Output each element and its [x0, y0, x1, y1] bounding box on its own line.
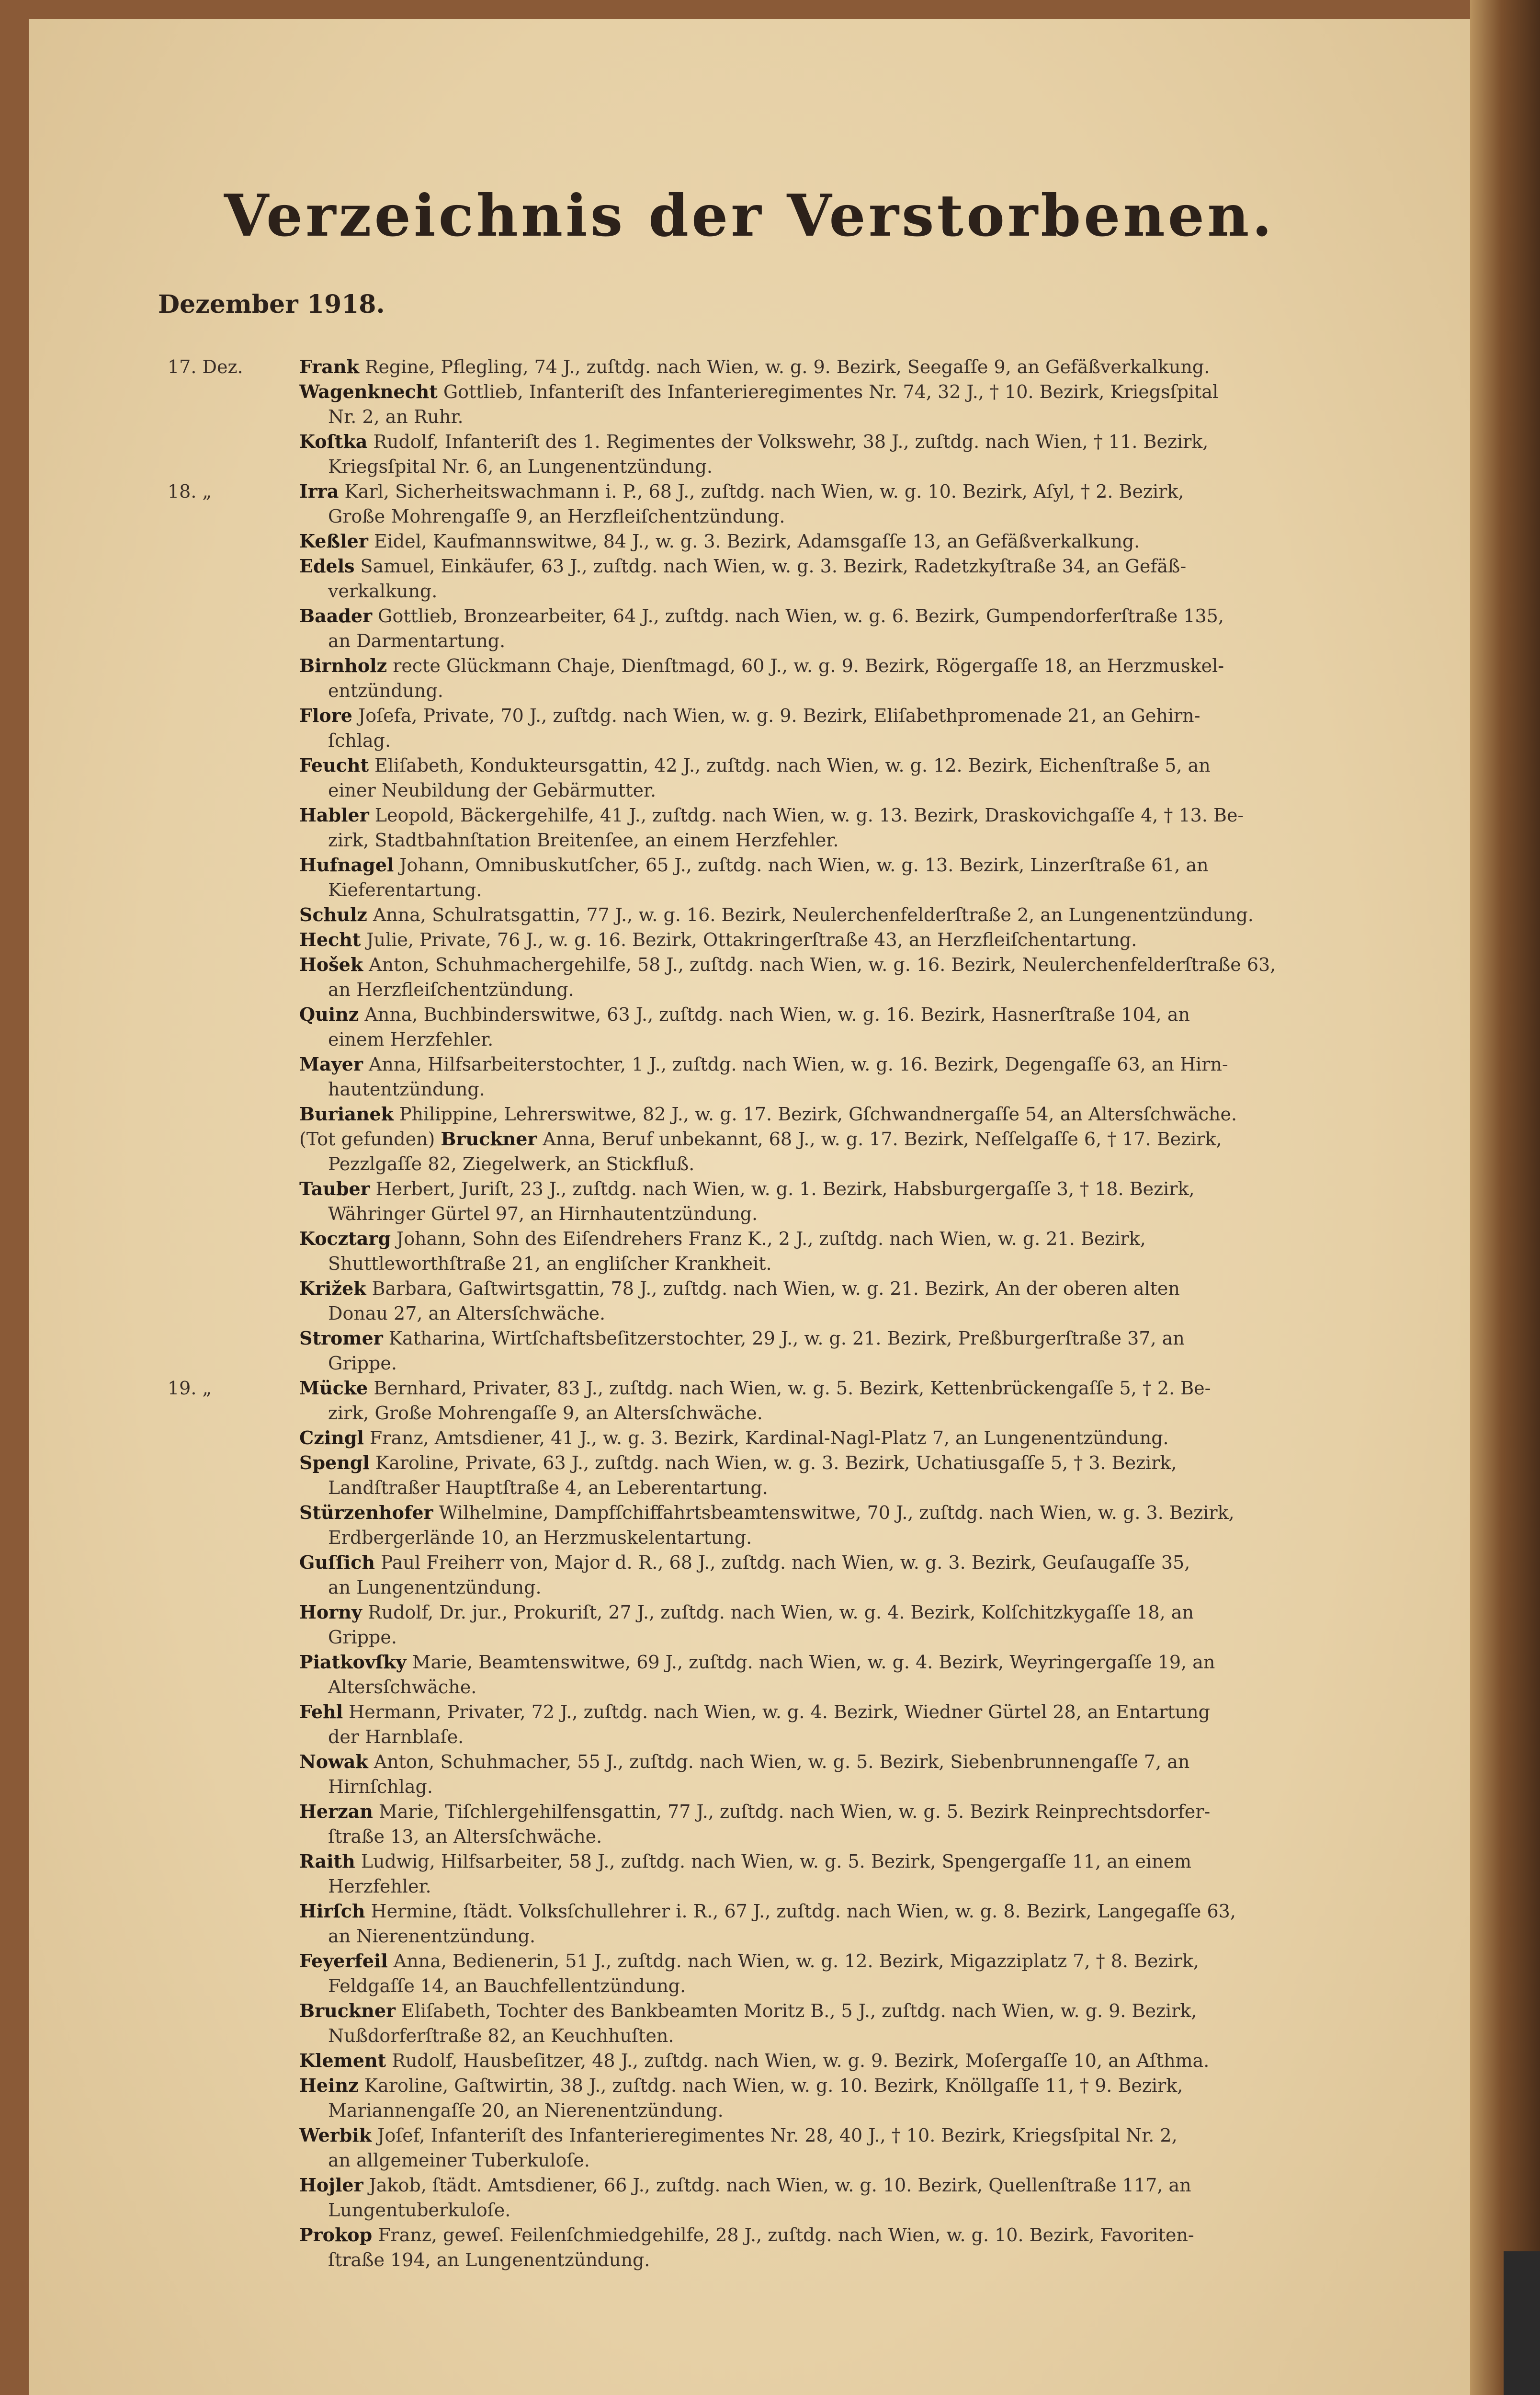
list-item [29, 1699, 1470, 1749]
entry-text: Julie, Private, 76 J., w. g. 16. Bezirk, Ottakringerſtraße 43, an Herzfleiſchentartung. [366, 929, 1137, 950]
entry-text: Anna, Beruf unbekannt, 68 J., w. g. 17. Bezirk, Neſſelgaſſe 6, † 17. Bezirk, [543, 1129, 1222, 1150]
entry-list [29, 354, 1470, 2272]
entry-text-continued: Pezzlgaſſe 82, Ziegelwerk, an Stickfluß. [328, 1153, 695, 1175]
entry-text: Gottlieb, Infanteriſt des Infanterieregimentes Nr. 74, 32 J., † 10. Bezirk, Kriegsſpital [443, 381, 1219, 402]
entry-text-continued: ſtraße 194, an Lungenentzündung. [328, 2249, 650, 2270]
entry-surname: Tauber [299, 1178, 370, 1199]
entry-surname: Mayer [299, 1053, 363, 1075]
entry-text: Herbert, Juriſt, 23 J., zuſtdg. nach Wien, w. g. 1. Bezirk, Habsburgergaſſe 3, † 18. Bezirk, [375, 1178, 1195, 1199]
entry-surname: Burianek [299, 1103, 394, 1125]
entry-surname: Wagenknecht [299, 381, 438, 402]
entry-text-continued: Grippe. [328, 1627, 397, 1648]
entry-text-continued: Feldgaſſe 14, an Bauchfellentzündung. [328, 1975, 686, 1996]
list-item [29, 1749, 1470, 1799]
list-item [29, 1276, 1470, 1326]
entry-text-continued: Shuttleworthſtraße 21, an engliſcher Krankheit. [328, 1253, 772, 1274]
list-item [29, 529, 1470, 554]
list-item [29, 1226, 1470, 1276]
list-item [29, 1949, 1470, 1998]
entry-text: Jakob, ſtädt. Amtsdiener, 66 J., zuſtdg. nach Wien, w. g. 10. Bezirk, Quellenſtraße 117, an [369, 2175, 1191, 2196]
entry-surname: Kocztarg [299, 1228, 391, 1249]
entry-surname: Koſtka [299, 431, 368, 452]
entry-text: Anna, Schulratsgattin, 77 J., w. g. 16. Bezirk, Neulerchenfelderſtraße 2, an Lungenentzündung. [373, 904, 1254, 925]
entry-text-continued: an Darmentartung. [328, 630, 506, 651]
entry-prefix: (Tot gefunden) [299, 1129, 435, 1150]
list-item [29, 952, 1470, 1002]
document-page [29, 19, 1470, 2395]
page-title: Verzeichnis der Verstorbenen. [224, 182, 1275, 250]
list-item [29, 1899, 1470, 1949]
list-item [29, 429, 1470, 479]
entry-text: Bernhard, Privater, 83 J., zuſtdg. nach Wien, w. g. 5. Bezirk, Kettenbrückengaſſe 5, † 2. Be- [374, 1378, 1211, 1399]
entry-text-continued: Herzfehler. [328, 1876, 431, 1897]
entry-surname: Raith [299, 1850, 355, 1872]
entry-date: 17. Dez. [168, 356, 243, 377]
entry-text: Regine, Pflegling, 74 J., zuſtdg. nach Wien, w. g. 9. Bezirk, Seegaſſe 9, an Gefäßverkalkung. [364, 356, 1210, 377]
entry-text: Rudolf, Hausbeſitzer, 48 J., zuſtdg. nach Wien, w. g. 9. Bezirk, Moſergaſſe 10, an Aſthma. [392, 2050, 1210, 2071]
entry-text-continued: entzündung. [328, 680, 443, 701]
entry-text-continued: Nußdorferſtraße 82, an Keuchhuſten. [328, 2025, 674, 2046]
list-item [29, 1550, 1470, 1600]
entry-text-continued: hautentzündung. [328, 1079, 485, 1100]
entry-text: Rudolf, Dr. jur., Prokuriſt, 27 J., zuſtdg. nach Wien, w. g. 4. Bezirk, Kolſchitzkygaſſe 18, an [367, 1602, 1194, 1623]
entry-surname: Frank [299, 356, 359, 377]
entry-surname: Heinz [299, 2075, 359, 2096]
list-item [29, 1600, 1470, 1650]
entry-surname: Irra [299, 480, 339, 502]
entry-text-continued: Erdbergerlände 10, an Herzmuskelentartung. [328, 1527, 752, 1548]
list-item [29, 1799, 1470, 1849]
entry-text-continued: Mariannengaſſe 20, an Nierenentzündung. [328, 2100, 724, 2121]
entry-date: 19. „ [168, 1378, 212, 1399]
entry-text: Joſefa, Private, 70 J., zuſtdg. nach Wien, w. g. 9. Bezirk, Eliſabethpromenade 21, an Gehirn- [358, 705, 1200, 726]
entry-text-continued: der Harnblaſe. [328, 1726, 464, 1747]
entry-surname: Hecht [299, 929, 361, 950]
entry-surname: Schulz [299, 904, 367, 925]
entry-text: Joſef, Infanteriſt des Infanterieregimentes Nr. 28, 40 J., † 10. Bezirk, Kriegsſpital Nr. 2, [377, 2125, 1178, 2146]
entry-surname: Bruckner [441, 1128, 537, 1150]
entry-surname: Horny [299, 1601, 362, 1623]
list-item [29, 379, 1470, 429]
list-item [29, 479, 1470, 529]
entry-text-continued: Nr. 2, an Ruhr. [328, 406, 464, 427]
entry-surname: Nowak [299, 1751, 368, 1772]
entry-text: Gottlieb, Bronzearbeiter, 64 J., zuſtdg. nach Wien, w. g. 6. Bezirk, Gumpendorferſtraße 135, [378, 605, 1224, 627]
entry-surname: Guſſich [299, 1551, 375, 1573]
list-item [29, 1650, 1470, 1699]
entry-text: Karoline, Private, 63 J., zuſtdg. nach Wien, w. g. 3. Bezirk, Uchatiusgaſſe 5, † 3. Bezirk, [375, 1452, 1177, 1473]
entry-surname: Klement [299, 2050, 386, 2071]
list-item [29, 1376, 1470, 1426]
list-item [29, 1176, 1470, 1226]
entry-text-continued: Große Mohrengaſſe 9, an Herzfleiſchentzündung. [328, 506, 785, 527]
list-item [29, 2123, 1470, 2173]
entry-text-continued: Kriegsſpital Nr. 6, an Lungenentzündung. [328, 456, 713, 477]
list-item [29, 2223, 1470, 2272]
entry-text: Eidel, Kaufmannswitwe, 84 J., w. g. 3. Bezirk, Adamsgaſſe 13, an Gefäßverkalkung. [374, 531, 1140, 552]
entry-text-continued: verkalkung. [328, 581, 438, 602]
entry-text: Anna, Hilfsarbeiterstochter, 1 J., zuſtdg. nach Wien, w. g. 16. Bezirk, Degengaſſe 63, an Hirn- [368, 1054, 1228, 1075]
list-item [29, 1326, 1470, 1376]
entry-surname: Flore [299, 705, 352, 726]
entry-text: Leopold, Bäckergehilfe, 41 J., zuſtdg. nach Wien, w. g. 13. Bezirk, Draskovichgaſſe 4, † 13. Be- [374, 805, 1244, 826]
entry-surname: Hirſch [299, 1900, 365, 1922]
list-item [29, 1002, 1470, 1052]
entry-surname: Stürzenhofer [299, 1502, 433, 1523]
entry-text: Franz, Amtsdiener, 41 J., w. g. 3. Bezirk, Kardinal-Nagl-Platz 7, an Lungenentzündung. [369, 1427, 1169, 1448]
entry-text: Katharina, Wirtſchaftsbeſitzerstochter, 29 J., w. g. 21. Bezirk, Preßburgerſtraße 37, an [388, 1328, 1185, 1349]
entry-text: Philippine, Lehrerswitwe, 82 J., w. g. 17. Bezirk, Gſchwandnergaſſe 54, an Altersſchwäche. [399, 1104, 1237, 1125]
entry-text: Paul Freiherr von, Major d. R., 68 J., zuſtdg. nach Wien, w. g. 3. Bezirk, Geuſaugaſſe 35, [380, 1552, 1190, 1573]
entry-surname: Birnholz [299, 655, 387, 676]
list-item [29, 604, 1470, 653]
entry-surname: Habler [299, 804, 369, 826]
entry-surname: Hošek [299, 954, 363, 975]
entry-text-continued: einer Neubildung der Gebärmutter. [328, 780, 657, 801]
entry-text: Rudolf, Infanteriſt des 1. Regimentes der Volkswehr, 38 J., zuſtdg. nach Wien, † 11. Bezirk, [373, 431, 1209, 452]
entry-surname: Stromer [299, 1327, 383, 1349]
entry-surname: Baader [299, 605, 373, 627]
list-item [29, 1998, 1470, 2048]
entry-surname: Herzan [299, 1801, 373, 1822]
entry-text-continued: an Herzfleiſchentzündung. [328, 979, 574, 1000]
entry-text-continued: zirk, Stadtbahnſtation Breitenſee, an einem Herzfehler. [328, 830, 839, 851]
entry-text: Anton, Schuhmacher, 55 J., zuſtdg. nach Wien, w. g. 5. Bezirk, Siebenbrunnengaſſe 7, an [374, 1751, 1190, 1772]
list-item [29, 2048, 1470, 2073]
entry-text-continued: Kieferentartung. [328, 879, 482, 901]
list-item [29, 1127, 1470, 1176]
list-item [29, 853, 1470, 902]
entry-text: Anton, Schuhmachergehilfe, 58 J., zuſtdg. nach Wien, w. g. 16. Bezirk, Neulerchenfelderſtraße 63, [369, 954, 1276, 975]
entry-text: Johann, Sohn des Eiſendrehers Franz K., 2 J., zuſtdg. nach Wien, w. g. 21. Bezirk, [396, 1228, 1146, 1249]
list-item [29, 1450, 1470, 1500]
entry-text-continued: ſchlag. [328, 730, 391, 751]
entry-text-continued: Donau 27, an Altersſchwäche. [328, 1303, 606, 1324]
entry-text-continued: einem Herzfehler. [328, 1029, 494, 1050]
entry-text: Anna, Buchbinderswitwe, 63 J., zuſtdg. nach Wien, w. g. 16. Bezirk, Hasnerſtraße 104, an [364, 1004, 1190, 1025]
entry-text-continued: an Lungenentzündung. [328, 1577, 542, 1598]
entry-surname: Fehl [299, 1701, 343, 1722]
entry-surname: Feyerfeil [299, 1950, 388, 1972]
entry-text-continued: Lungentuberkuloſe. [328, 2200, 511, 2221]
list-item [29, 1500, 1470, 1550]
entry-text-continued: Landſtraßer Hauptſtraße 4, an Leberentartung. [328, 1477, 768, 1498]
list-item [29, 902, 1470, 927]
entry-text: Marie, Beamtenswitwe, 69 J., zuſtdg. nach Wien, w. g. 4. Bezirk, Weyringergaſſe 19, an [412, 1652, 1215, 1673]
section-heading: Dezember 1918. [158, 290, 385, 319]
entry-text-continued: an allgemeiner Tuberkuloſe. [328, 2150, 590, 2171]
list-item [29, 803, 1470, 853]
entry-text: recte Glückmann Chaje, Dienſtmagd, 60 J., w. g. 9. Bezirk, Rögergaſſe 18, an Herzmuskel- [393, 655, 1224, 676]
entry-date: 18. „ [168, 481, 212, 502]
entry-text: Karoline, Gaſtwirtin, 38 J., zuſtdg. nach Wien, w. g. 10. Bezirk, Knöllgaſſe 11, † 9. Bezirk, [364, 2075, 1183, 2096]
entry-text: Anna, Bedienerin, 51 J., zuſtdg. nach Wien, w. g. 12. Bezirk, Migazziplatz 7, † 8. Bezirk, [393, 1950, 1199, 1972]
entry-text: Eliſabeth, Kondukteursgattin, 42 J., zuſtdg. nach Wien, w. g. 12. Bezirk, Eichenſtraße 5, an [374, 755, 1211, 776]
list-item [29, 703, 1470, 753]
entry-surname: Piatkovſky [299, 1651, 407, 1673]
entry-text: Karl, Sicherheitswachmann i. P., 68 J., zuſtdg. nach Wien, w. g. 10. Bezirk, Aſyl, † 2. Bezirk, [344, 481, 1184, 502]
entry-surname: Keßler [299, 530, 368, 552]
entry-text: Hermine, ſtädt. Volksſchullehrer i. R., 67 J., zuſtdg. nach Wien, w. g. 8. Bezirk, Langegaſſe 63, [371, 1901, 1236, 1922]
entry-text-continued: zirk, Große Mohrengaſſe 9, an Altersſchwäche. [328, 1403, 763, 1424]
entry-text: Hermann, Privater, 72 J., zuſtdg. nach Wien, w. g. 4. Bezirk, Wiedner Gürtel 28, an Entartung [349, 1701, 1210, 1722]
entry-surname: Czingl [299, 1427, 364, 1448]
entry-text-continued: an Nierenentzündung. [328, 1926, 536, 1947]
list-item [29, 1426, 1470, 1450]
entry-text: Marie, Tiſchlergehilfensgattin, 77 J., zuſtdg. nach Wien, w. g. 5. Bezirk Reinprechtsdorfer- [378, 1801, 1211, 1822]
entry-text: Johann, Omnibuskutſcher, 65 J., zuſtdg. nach Wien, w. g. 13. Bezirk, Linzerſtraße 61, an [399, 855, 1209, 876]
entry-text-continued: Währinger Gürtel 97, an Hirnhautentzündung. [328, 1203, 758, 1224]
entry-text-continued: ſtraße 13, an Altersſchwäche. [328, 1826, 602, 1847]
list-item [29, 1849, 1470, 1899]
list-item [29, 927, 1470, 952]
entry-text-continued: Grippe. [328, 1353, 397, 1374]
list-item [29, 2173, 1470, 2223]
list-item [29, 653, 1470, 703]
entry-surname: Mücke [299, 1377, 368, 1399]
entry-surname: Werbik [299, 2124, 372, 2146]
entry-surname: Edels [299, 555, 355, 577]
entry-surname: Feucht [299, 754, 369, 776]
list-item [29, 2073, 1470, 2123]
entry-text-continued: Hirnſchlag. [328, 1776, 433, 1797]
entry-surname: Križek [299, 1277, 366, 1299]
book-spine [1470, 0, 1540, 2395]
entry-text: Franz, geweſ. Feilenſchmiedgehilfe, 28 J., zuſtdg. nach Wien, w. g. 10. Bezirk, Favoriten- [378, 2224, 1194, 2246]
entry-surname: Spengl [299, 1452, 370, 1473]
entry-surname: Hojler [299, 2174, 363, 2196]
list-item [29, 554, 1470, 604]
list-item [29, 1052, 1470, 1102]
list-item [29, 753, 1470, 803]
entry-surname: Quinz [299, 1004, 359, 1025]
list-item [29, 1102, 1470, 1127]
entry-text-continued: Altersſchwäche. [328, 1676, 477, 1698]
entry-text: Ludwig, Hilfsarbeiter, 58 J., zuſtdg. nach Wien, w. g. 5. Bezirk, Spengergaſſe 11, an einem [361, 1851, 1192, 1872]
entry-text: Wilhelmine, Dampfſchiffahrtsbeamtenswitwe, 70 J., zuſtdg. nach Wien, w. g. 3. Bezirk, [439, 1502, 1234, 1523]
binding-strip [1504, 2251, 1540, 2395]
entry-surname: Bruckner [299, 2000, 396, 2021]
entry-text: Eliſabeth, Tochter des Bankbeamten Moritz B., 5 J., zuſtdg. nach Wien, w. g. 9. Bezirk, [401, 2000, 1197, 2021]
entry-text: Samuel, Einkäufer, 63 J., zuſtdg. nach Wien, w. g. 3. Bezirk, Radetzkyſtraße 34, an Gefäß- [360, 556, 1187, 577]
entry-surname: Hufnagel [299, 854, 394, 876]
entry-surname: Prokop [299, 2224, 373, 2246]
list-item [29, 354, 1470, 379]
entry-text: Barbara, Gaſtwirtsgattin, 78 J., zuſtdg. nach Wien, w. g. 21. Bezirk, An der oberen alten [372, 1278, 1180, 1299]
